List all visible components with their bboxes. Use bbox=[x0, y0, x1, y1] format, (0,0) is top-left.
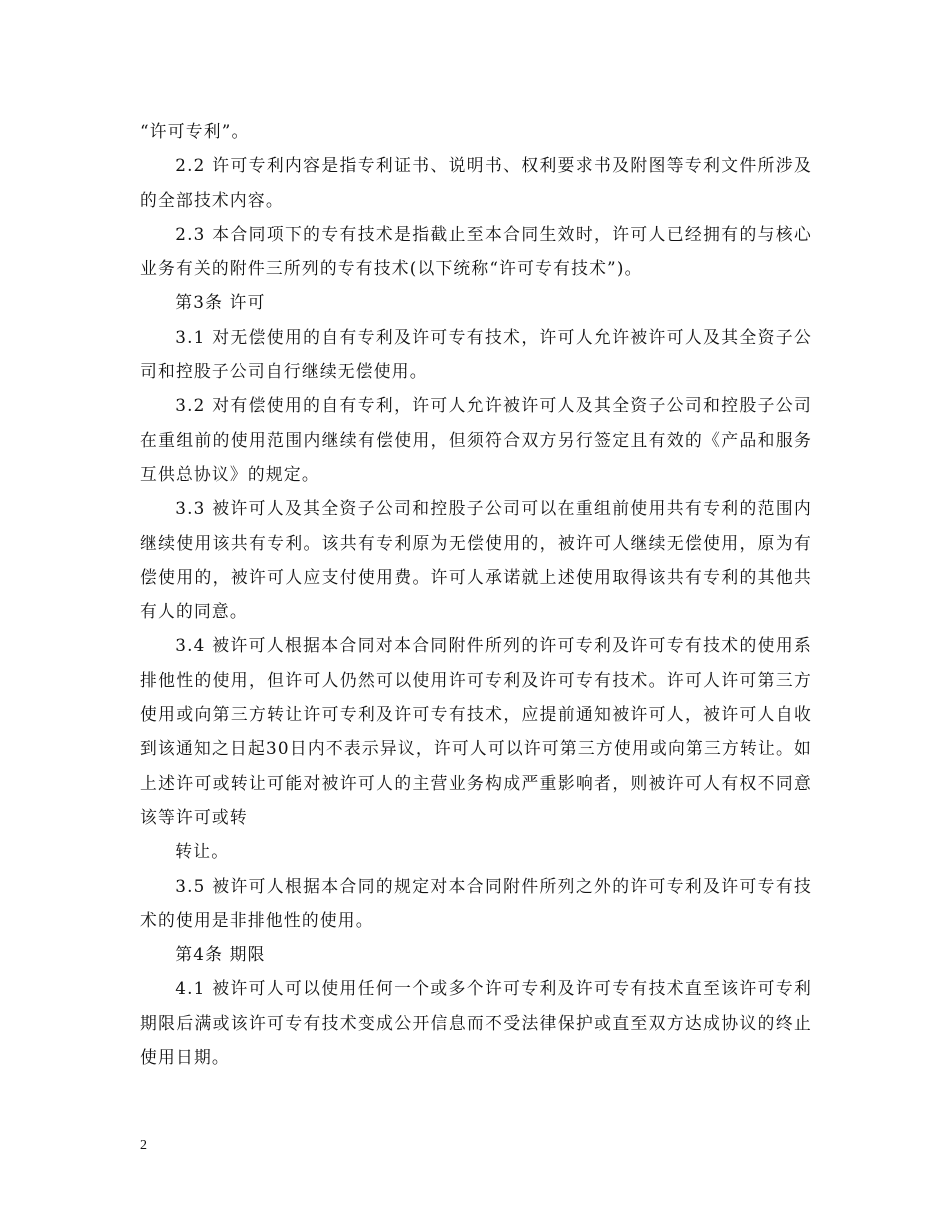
page-number: 2 bbox=[140, 1138, 147, 1153]
paragraph-3-2: 3.2 对有偿使用的自有专利，许可人允许被许可人及其全资子公司和控股子公司在重组前的使用范围内继续有偿使用，但须符合双方另行签定且有效的《产品和服务互供总协议》的规定。 bbox=[140, 395, 812, 484]
paragraph-3-5: 3.5 被许可人根据本合同的规定对本合同附件所列之外的许可专利及许可专有技术的使用是非排他性的使用。 bbox=[140, 875, 812, 930]
paragraph-license-patent-term-end: “许可专利”。 bbox=[140, 121, 250, 141]
document-body bbox=[140, 114, 812, 1074]
paragraph-3-4-continuation: 转让。 bbox=[175, 841, 230, 862]
paragraph-2-2: 2.2 许可专利内容是指专利证书、说明书、权利要求书及附图等专利文件所涉及的全部技术内容。 bbox=[140, 155, 812, 210]
article-4-heading: 第4条 期限 bbox=[175, 944, 266, 965]
paragraph-3-3: 3.3 被许可人及其全资子公司和控股子公司可以在重组前使用共有专利的范围内继续使用该共有专利。该共有专利原为无偿使用的，被许可人继续无偿使用，原为有偿使用的，被许可人应支付使用费。许可人承诺就上述使用取得该共有专利的其他共有人的同意。 bbox=[140, 498, 812, 622]
article-3-heading: 第3条 许可 bbox=[175, 292, 266, 313]
paragraph-3-4: 3.4 被许可人根据本合同对本合同附件所列的许可专利及许可专有技术的使用系排他性的使用，但许可人仍然可以使用许可专利及许可专有技术。许可人许可第三方使用或向第三方转让许可专利及许可专有技术，应提前通知被许可人，被许可人自收到该通知之日起30日内不表示异议，许可人可以许可第三方使用或向第三方转让。如上述许可或转让可能对被许可人的主营业务构成严重影响者，则被许可人有权不同意该等许可或转 bbox=[140, 635, 812, 827]
paragraph-2-3: 2.3 本合同项下的专有技术是指截止至本合同生效时，许可人已经拥有的与核心业务有关的附件三所列的专有技术(以下统称“许可专有技术”)。 bbox=[140, 223, 812, 279]
paragraph-3-1: 3.1 对无偿使用的自有专利及许可专有技术，许可人允许被许可人及其全资子公司和控股子公司自行继续无偿使用。 bbox=[140, 326, 812, 382]
paragraph-4-1: 4.1 被许可人可以使用任何一个或多个许可专利及许可专有技术直至该许可专利期限后满或该许可专有技术变成公开信息而不受法律保护或直至双方达成协议的终止使用日期。 bbox=[140, 978, 812, 1068]
